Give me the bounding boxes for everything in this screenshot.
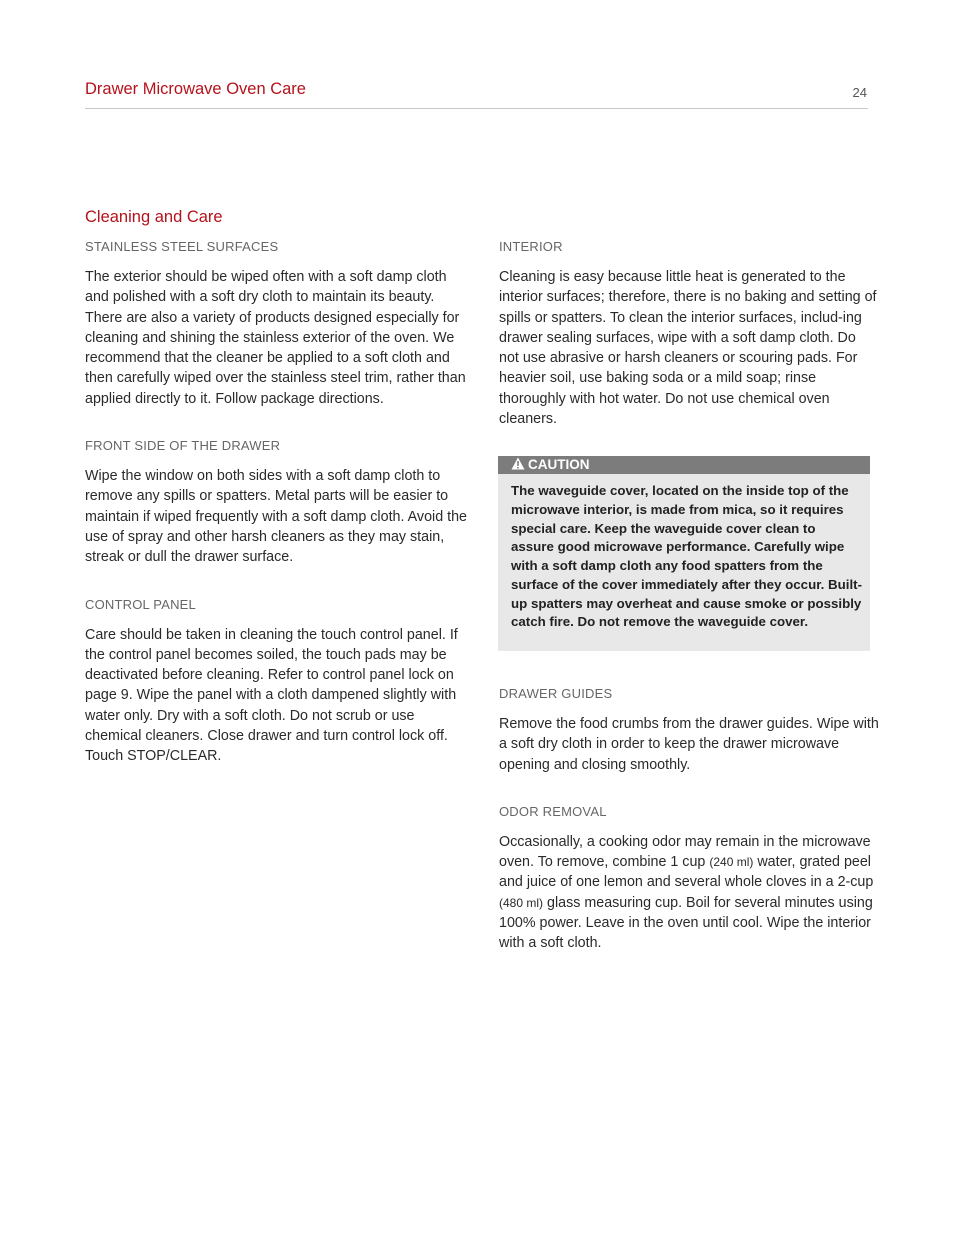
odor-text: Occasionally, a cooking odor may remain in the microwave oven. To remove, combine 1 cup (240 ml) water, grated peel and juice of one lemon and several whole cloves in a 2-cup (480 ml) glass measuring cup. Boil for several minutes using 100% power. Leave in the oven until cool. Wipe the interior with a soft cloth. [499, 833, 874, 952]
interior-text: Cleaning is easy because little heat is generated to the interior surfaces; therefore, there is no baking and setting of spills or spatters. To clean the interior surfaces, includ-ing drawer sealing surfaces, wipe with a soft damp cloth. Do not use abrasive or harsh cleaners or scouring pads. For heavier soil, use baking soda or a mild soap; rinse thoroughly with hot water. Do not use chemical oven cleaners. [499, 269, 877, 428]
warning-icon [511, 457, 525, 475]
guides-heading: DRAWER GUIDES [499, 686, 613, 701]
stainless-text: The exterior should be wiped often with a soft damp cloth and polished with a soft dry cloth to maintain its beauty. There are also a variety of products designed especially for cleaning and shining the stainless exterior of the oven. We recommend that the cleaner be applied to a soft cloth and then carefully wiped over the stainless steel trim, rather than applied directly to it. Follow package directions. [85, 269, 466, 407]
control-heading: CONTROL PANEL [85, 596, 196, 612]
interior-heading: INTERIOR [499, 239, 563, 254]
page-header-title: Drawer Microwave Oven Care [85, 80, 306, 98]
odor-heading: ODOR REMOVAL [499, 803, 607, 819]
page-number: 24 [852, 85, 867, 100]
front-heading: FRONT SIDE OF THE DRAWER [85, 438, 281, 454]
right-column [499, 238, 879, 954]
guides-text: Remove the food crumbs from the drawer guides. Wipe with a soft dry cloth in order to keep the drawer microwave opening and closing smoothly. [499, 716, 879, 773]
caution-box [498, 456, 870, 651]
caution-header [498, 456, 870, 474]
metric-volume-2: (480 ml) [499, 895, 544, 910]
control-text: Care should be taken in cleaning the touch control panel. If the control panel becomes soiled, the touch pads may be deactivated before cleaning. Refer to control panel lock on page 9. Wipe the panel with a cloth dampened slightly with water only. Dry with a soft cloth. Do not scrub or use chemical cleaners. Close drawer and turn control lock off. Touch STOP/CLEAR. [85, 626, 458, 765]
section-title: Cleaning and Care [85, 208, 223, 226]
metric-volume-1: (240 ml) [709, 855, 754, 870]
front-text: Wipe the window on both sides with a soft damp cloth to remove any spills or spatters. Metal parts will be easier to maintain if wiped frequently with a soft damp cloth. Avoid the use of spray and other harsh cleaners as they may stain, streak or dull the drawer surface. [85, 468, 467, 566]
caution-label: CAUTION [528, 457, 590, 473]
left-column [85, 238, 470, 767]
header-divider [85, 108, 868, 109]
stainless-heading: STAINLESS STEEL SURFACES [85, 239, 279, 254]
caution-text: The waveguide cover, located on the inside top of the microwave interior, is made from mica, so it requires special care. Keep the waveguide cover clean to assure good microwave performance. Carefully wipe with a soft damp cloth any food spatters from the surface of the cover immediately after they occur. Built-up spatters may overheat and cause smoke or possibly catch fire. Do not remove the waveguide cover. [511, 483, 862, 630]
